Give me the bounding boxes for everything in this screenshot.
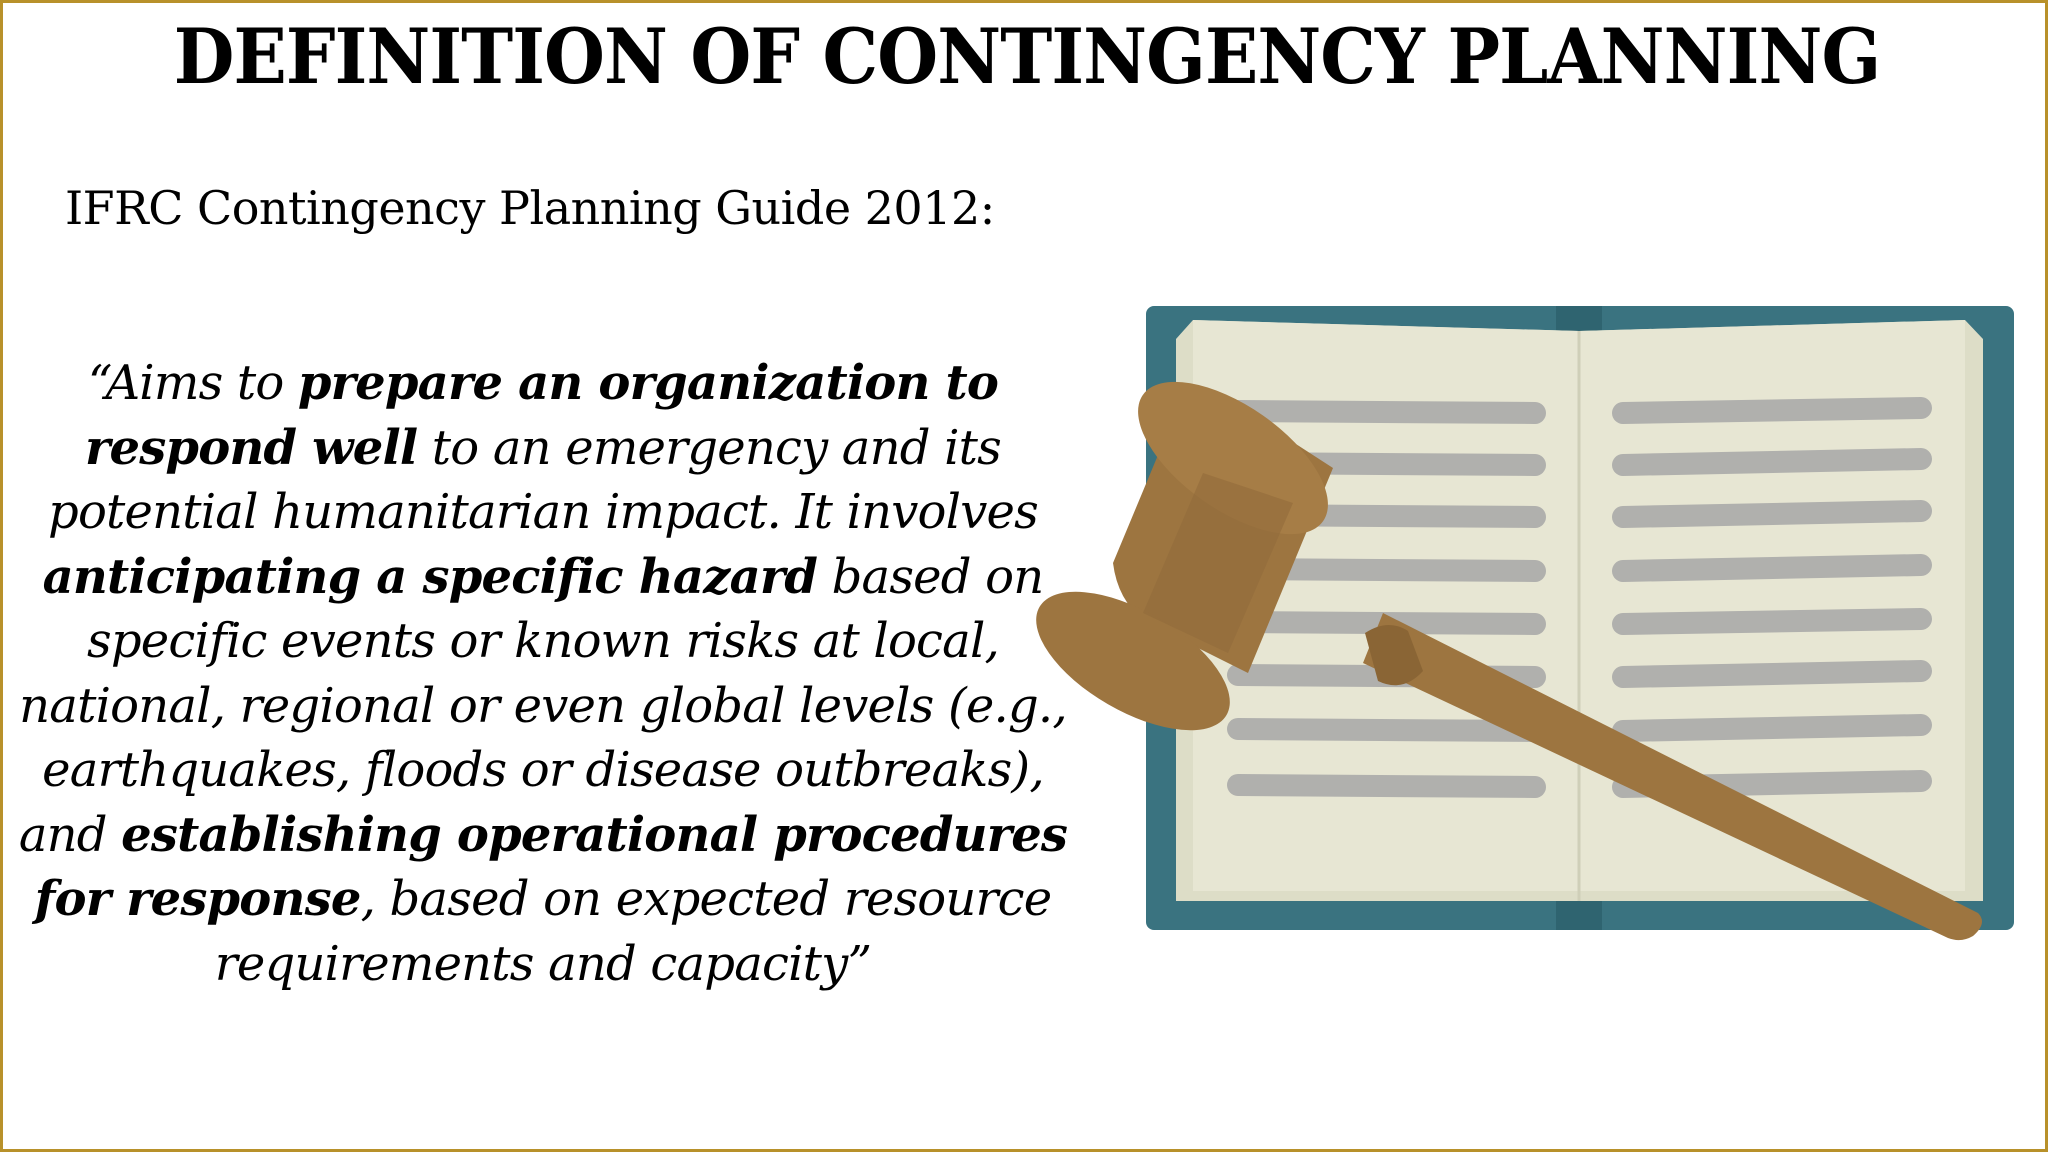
book-gavel-illustration (1023, 293, 2023, 953)
definition-quote (13, 351, 1073, 996)
quote-text: based on specific events or known risks at local, national, regional or even global levels (e.g., earthquakes, floods or disease outbreaks), and (18, 548, 1067, 863)
quote-emphasis: anticipating a specific hazard (42, 548, 818, 605)
quote-text: , based on expected resource requirements and capacity” (214, 871, 1052, 992)
quote-text: to an emergency and its potential humanitarian impact. It involves (48, 419, 1038, 540)
source-label: IFRC Contingency Planning Guide 2012: (65, 181, 995, 235)
quote-emphasis: establishing operational procedures for response (34, 806, 1068, 927)
slide-title: DEFINITION OF CONTINGENCY PLANNING (173, 12, 1881, 101)
quote-text: “Aims to (87, 355, 298, 411)
quote-emphasis: prepare an organization to respond well (84, 355, 999, 476)
